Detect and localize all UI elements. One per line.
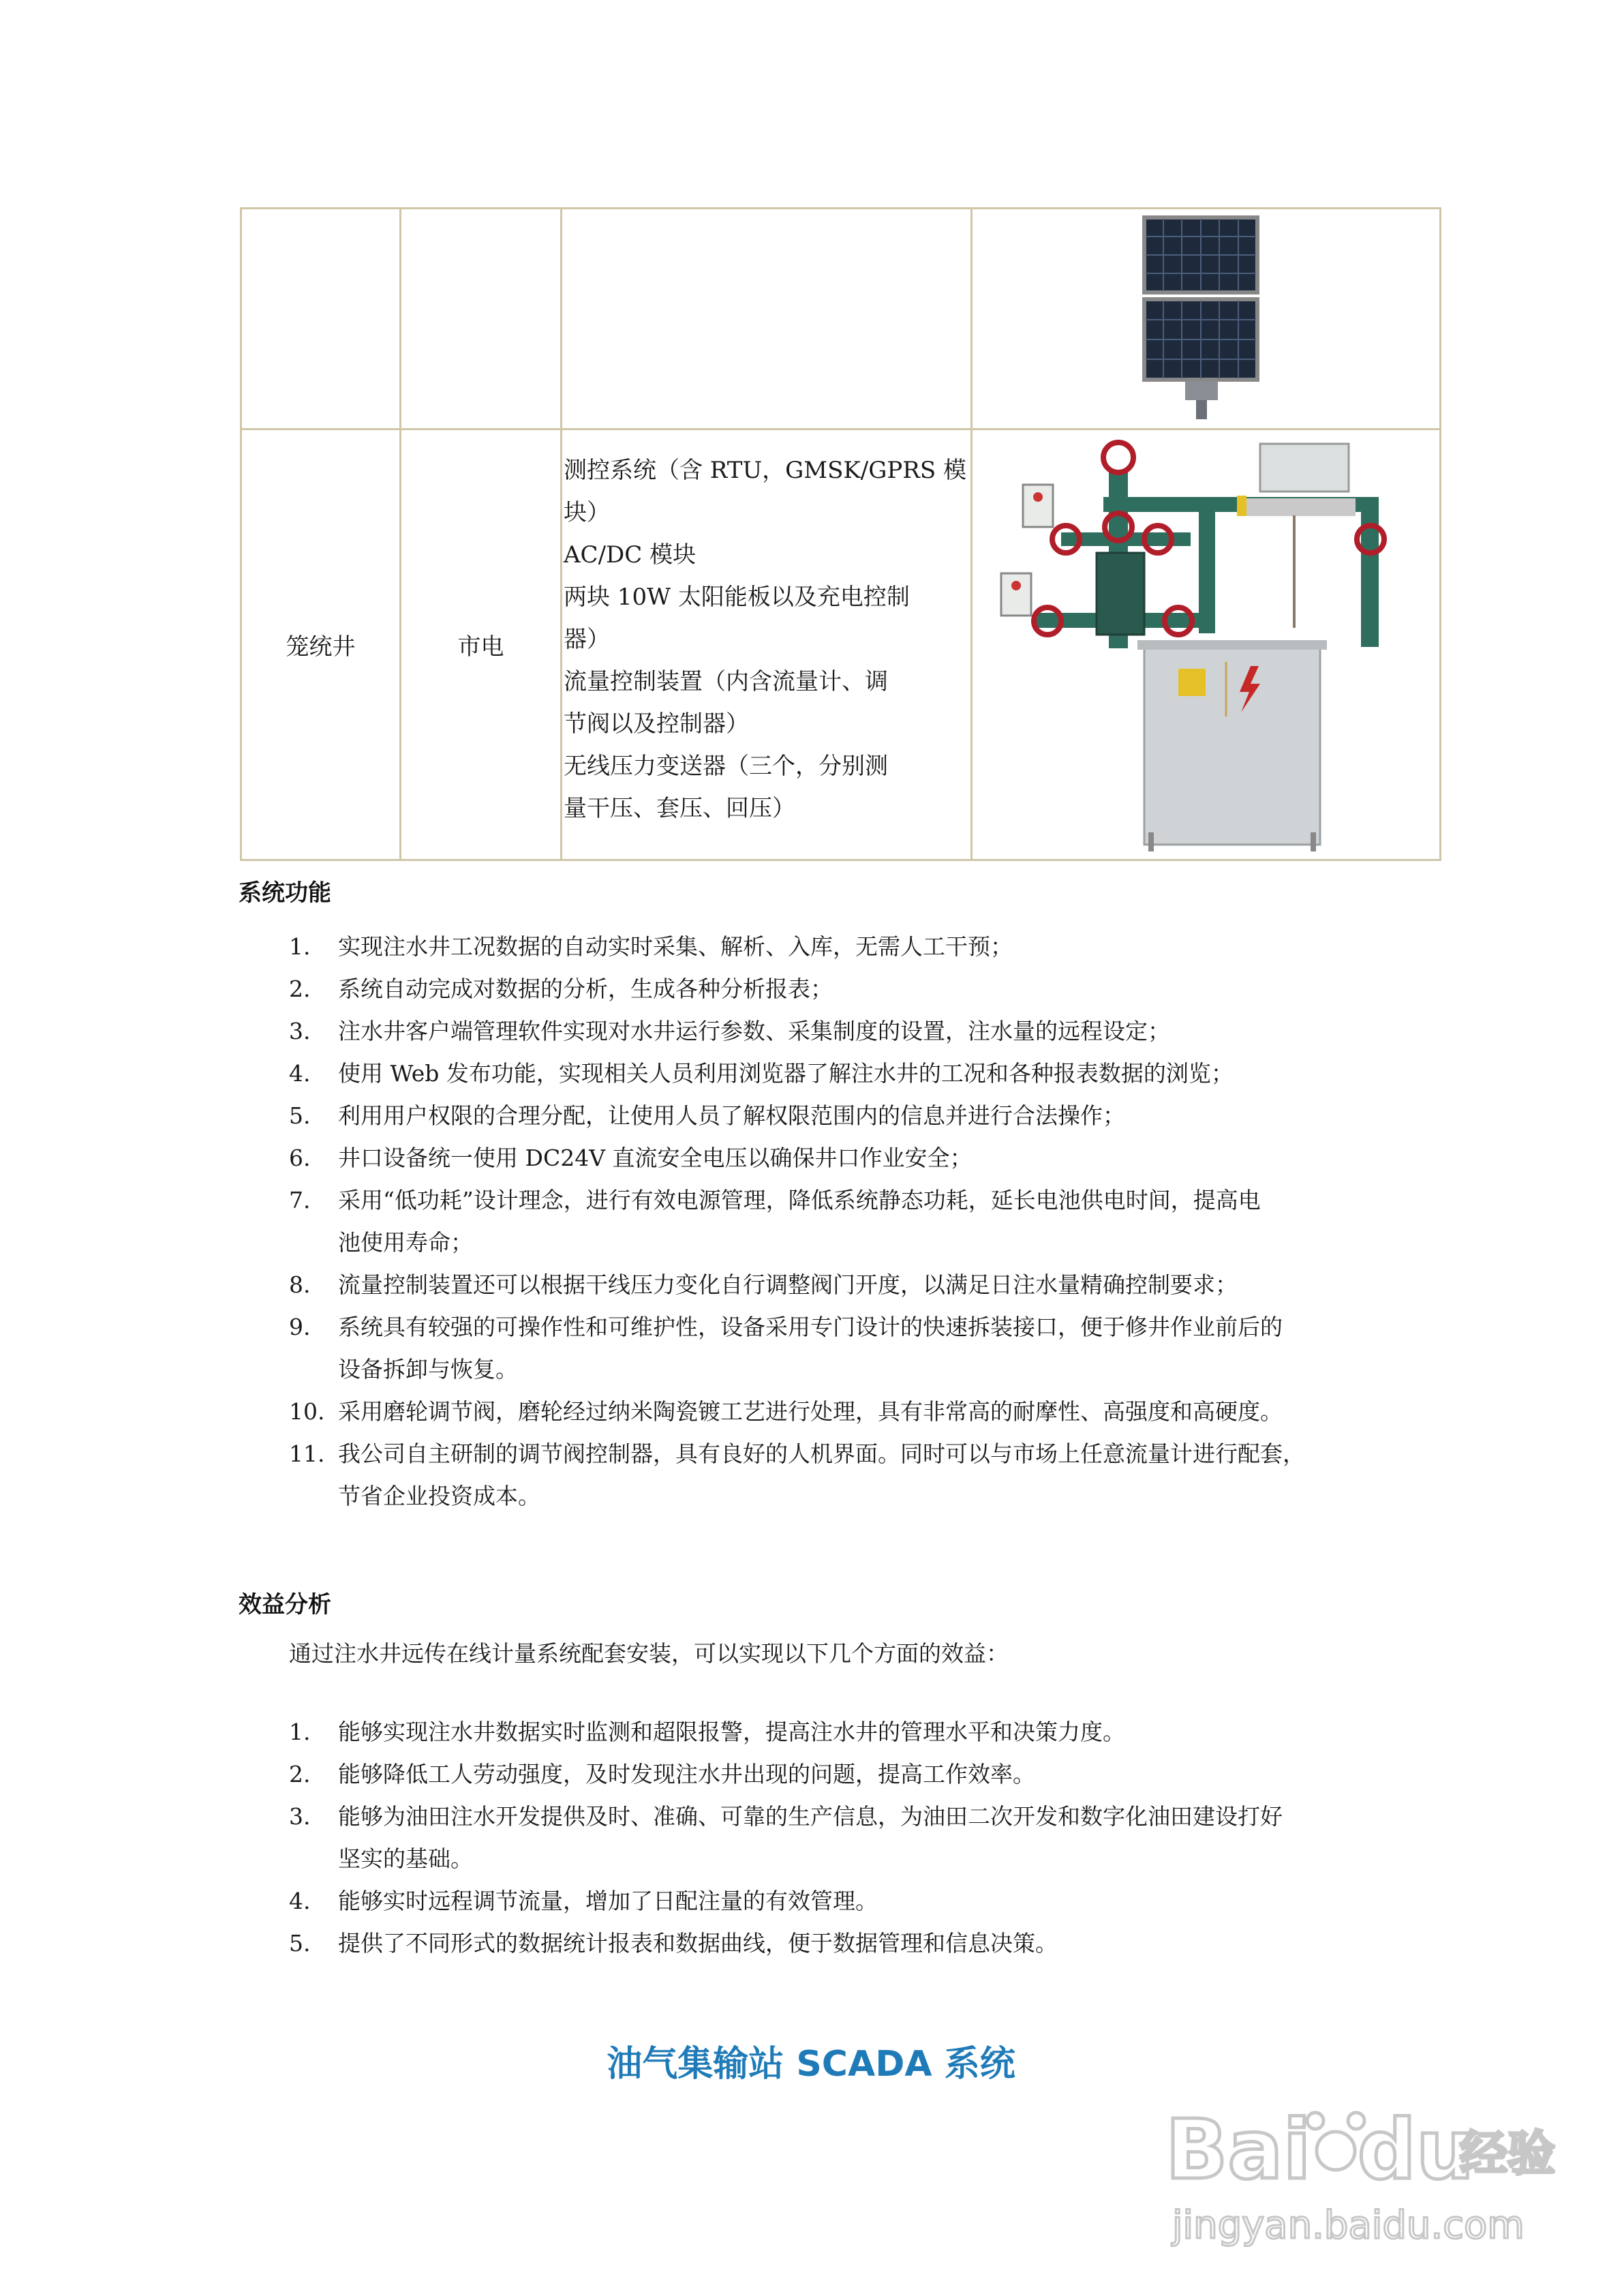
component-line: 两块 10W 太阳能板以及充电控制 — [564, 584, 910, 611]
list-item-text: 能够降低工人劳动强度，及时发现注水井出现的问题，提高工作效率。 — [338, 1761, 1035, 1787]
list-item-text: 注水井客户端管理软件实现对水井运行参数、采集制度的设置，注水量的远程设定； — [338, 1018, 1170, 1044]
list-item-text: 提供了不同形式的数据统计报表和数据曲线，便于数据管理和信息决策。 — [338, 1930, 1058, 1957]
list-item — [289, 1796, 1283, 1880]
list-item-number: 5. — [289, 1102, 311, 1129]
table-cell — [401, 209, 562, 429]
wellhead-equipment-image — [974, 430, 1439, 853]
list-item-number: 3. — [289, 1803, 311, 1830]
list-item — [289, 1391, 1305, 1433]
table-cell — [241, 209, 401, 429]
solar-panel-image — [974, 209, 1439, 422]
benefits-list — [0, 1711, 1283, 1965]
well-type-cell: 笼统井 — [241, 429, 401, 860]
list-item-number: 11. — [289, 1440, 325, 1467]
list-item-number: 8. — [289, 1271, 311, 1298]
baidu-jingyan-watermark — [1152, 2083, 1555, 2260]
list-item-text: 坚实的基础。 — [338, 1845, 473, 1872]
benefits-heading: 效益分析 — [239, 1591, 331, 1618]
functions-heading: 系统功能 — [239, 879, 331, 907]
list-item-text: 池使用寿命； — [338, 1229, 473, 1256]
list-item-number: 3. — [289, 1018, 311, 1044]
list-item-text: 流量控制装置还可以根据干线压力变化自行调整阀门开度，以满足日注水量精确控制要求； — [338, 1271, 1238, 1298]
list-item — [289, 1433, 1305, 1517]
list-item-text: 能够实时远程调节流量，增加了日配注量的有效管理。 — [338, 1888, 878, 1914]
list-item — [289, 968, 1305, 1010]
list-item-text: 能够为油田注水开发提供及时、准确、可靠的生产信息，为油田二次开发和数字化油田建设打好 — [338, 1803, 1283, 1830]
power-source-cell: 市电 — [401, 429, 562, 860]
list-item-text: 采用“低功耗”设计理念，进行有效电源管理，降低系统静态功耗，延长电池供电时间，提高电 — [338, 1187, 1261, 1213]
list-item-number: 4. — [289, 1060, 311, 1087]
section-title: 油气集输站 SCADA 系统 — [607, 2044, 1015, 2085]
list-item-number: 1. — [289, 933, 311, 960]
solar-panel-image-cell — [972, 209, 1441, 429]
list-item-text: 我公司自主研制的调节阀控制器，具有良好的人机界面。同时可以与市场上任意流量计进行配套， — [338, 1440, 1305, 1467]
component-line: 器） — [564, 626, 610, 653]
list-item — [289, 1711, 1283, 1753]
list-item-text: 系统具有较强的可操作性和可维护性，设备采用专门设计的快速拆装接口，便于修井作业前后的 — [338, 1314, 1283, 1340]
list-item-text: 系统自动完成对数据的分析，生成各种分析报表； — [338, 976, 833, 1002]
list-item-number: 10. — [289, 1398, 325, 1425]
paw-icon — [1307, 2113, 1364, 2170]
list-item-number: 2. — [289, 976, 311, 1002]
wellhead-image-cell — [972, 429, 1441, 860]
component-line: 无线压力变送器（三个，分别测 — [564, 753, 888, 780]
list-item-text: 利用用户权限的合理分配，让使用人员了解权限范围内的信息并进行合法操作； — [338, 1102, 1125, 1129]
list-item-number: 7. — [289, 1187, 311, 1213]
list-item-number: 4. — [289, 1888, 311, 1914]
list-item-number: 1. — [289, 1719, 311, 1745]
list-item-text: 使用 Web 发布功能，实现相关人员利用浏览器了解注水井的工况和各种报表数据的浏览； — [338, 1060, 1234, 1087]
list-item-text: 采用磨轮调节阀，磨轮经过纳米陶瓷镀工艺进行处理，具有非常高的耐摩性、高强度和高硬度。 — [338, 1398, 1283, 1425]
list-item-text: 实现注水井工况数据的自动实时采集、解析、入库，无需人工干预； — [338, 933, 1013, 960]
list-item — [289, 1753, 1283, 1796]
list-item — [289, 1053, 1305, 1095]
table-cell — [562, 209, 972, 429]
component-line: 流量控制装置（内含流量计、调 — [564, 668, 888, 695]
benefits-intro: 通过注水井远传在线计量系统配套安装，可以实现以下几个方面的效益： — [289, 1640, 1009, 1667]
list-item-text: 设备拆卸与恢复。 — [338, 1356, 518, 1383]
svg-text:jingyan.baidu.com: jingyan.baidu.com — [1172, 2203, 1525, 2248]
list-item — [289, 1179, 1305, 1264]
list-item — [289, 1264, 1305, 1306]
list-item — [289, 1137, 1305, 1179]
list-item — [289, 1922, 1283, 1965]
table-row — [241, 209, 1441, 429]
list-item — [289, 1306, 1305, 1391]
list-item-text: 节省企业投资成本。 — [338, 1483, 540, 1509]
table-row — [241, 429, 1441, 860]
components-cell — [562, 429, 972, 860]
list-item — [289, 1095, 1305, 1137]
list-item-text: 能够实现注水井数据实时监测和超限报警，提高注水井的管理水平和决策力度。 — [338, 1719, 1125, 1745]
list-item-number: 2. — [289, 1761, 311, 1787]
list-item-text: 井口设备统一使用 DC24V 直流安全电压以确保井口作业安全； — [338, 1145, 973, 1171]
list-item — [289, 1010, 1305, 1053]
list-item — [289, 926, 1305, 968]
list-item — [289, 1880, 1283, 1922]
svg-text:经验: 经验 — [1460, 2126, 1555, 2181]
svg-text:du: du — [1358, 2103, 1475, 2198]
component-line: AC/DC 模块 — [564, 541, 697, 569]
component-line: 节阀以及控制器） — [564, 710, 749, 738]
equipment-table — [240, 207, 1441, 861]
functions-list — [0, 926, 1305, 1517]
list-item-number: 5. — [289, 1930, 311, 1957]
list-item-number: 6. — [289, 1145, 311, 1171]
list-item-number: 9. — [289, 1314, 311, 1340]
svg-text:Bai: Bai — [1165, 2103, 1311, 2198]
component-line: 测控系统（含 RTU，GMSK/GPRS 模 — [564, 457, 966, 484]
component-line: 块） — [564, 499, 610, 526]
component-line: 量干压、套压、回压） — [564, 795, 795, 822]
